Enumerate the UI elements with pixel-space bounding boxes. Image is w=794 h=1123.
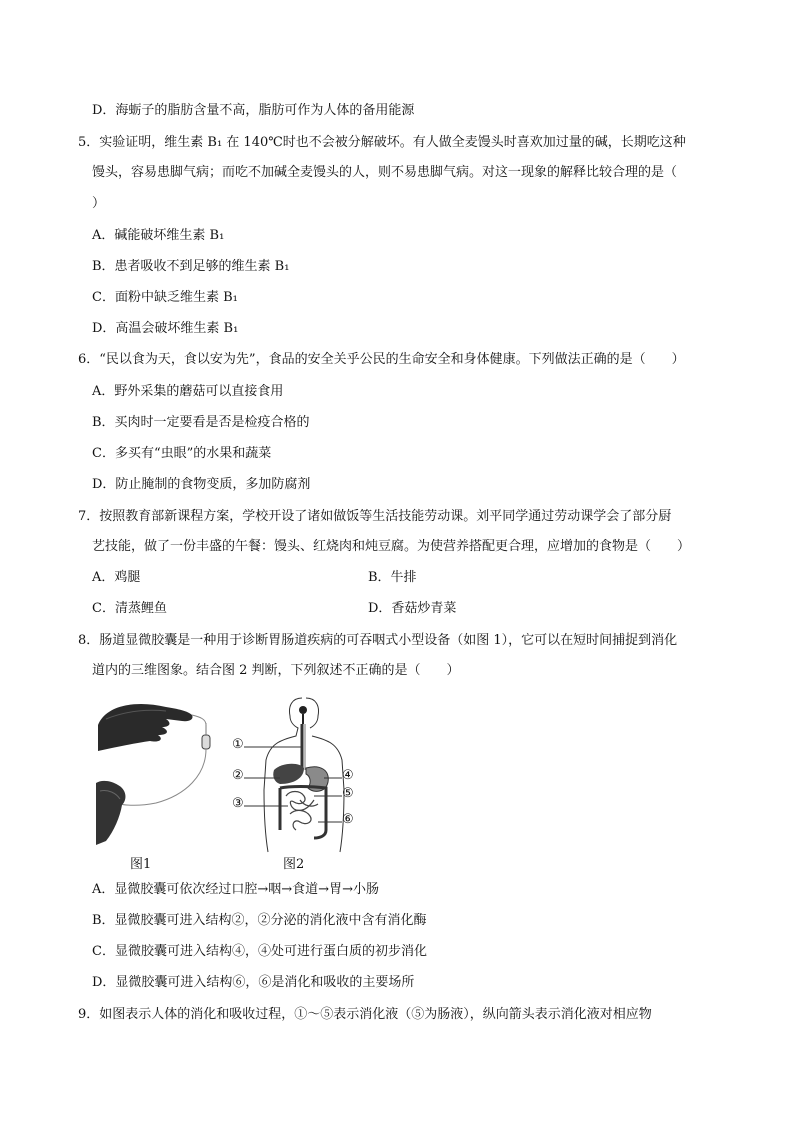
q8-option-c: C．显微胶囊可进入结构④，④处可进行蛋白质的初步消化 <box>92 944 427 959</box>
q8-option-a: A．显微胶囊可依次经过口腔→咽→食道→胃→小肠 <box>92 882 379 897</box>
label-2: ② <box>232 768 244 783</box>
label-5: ⑤ <box>342 786 354 801</box>
q8-option-b: B．显微胶囊可进入结构②，②分泌的消化液中含有消化酶 <box>92 913 427 928</box>
q5-option-c: C．面粉中缺乏维生素 B₁ <box>92 290 238 305</box>
q5-option-b: B．患者吸收不到足够的维生素 B₁ <box>92 259 290 274</box>
q7-option-c: C．清蒸鲤鱼 <box>92 601 167 616</box>
q5-stem-line1: 5．实验证明，维生素 B₁ 在 140℃时也不会被分解破坏。有人做全麦馒头时喜欢加过量的碱，长期吃这种 <box>78 135 686 150</box>
q7-option-b: B．牛排 <box>368 570 417 585</box>
q5-stem-line2: 馒头，容易患脚气病；而吃不加碱全麦馒头的人，则不易患脚气病。对这一现象的解释比较合理的是（ <box>92 165 678 180</box>
capsule-photo-figure <box>96 695 226 845</box>
label-3: ③ <box>232 796 244 811</box>
figure1-caption: 图1 <box>130 857 152 872</box>
digestive-system-diagram <box>230 690 360 855</box>
q5-option-a: A．碱能破坏维生素 B₁ <box>92 228 225 243</box>
q6-option-d: D．防止腌制的食物变质，多加防腐剂 <box>92 477 311 492</box>
q7-stem-line1: 7．按照教育部新课程方案，学校开设了诸如做饭等生活技能劳动课。刘平同学通过劳动课学会了部分厨 <box>78 509 672 524</box>
q7-stem-line2: 艺技能，做了一份丰盛的午餐：馒头、红烧肉和炖豆腐。为使营养搭配更合理，应增加的食物是（ ） <box>92 539 691 554</box>
q5-option-d: D．高温会破坏维生素 B₁ <box>92 321 239 336</box>
q4-option-d: D．海蛎子的脂肪含量不高，脂肪可作为人体的备用能源 <box>92 103 415 118</box>
label-1: ① <box>232 737 244 752</box>
q6-option-a: A．野外采集的蘑菇可以直接食用 <box>92 384 284 399</box>
label-4: ④ <box>342 768 354 783</box>
q7-option-a: A．鸡腿 <box>92 570 141 585</box>
q6-option-b: B．买肉时一定要看是否是检疫合格的 <box>92 415 310 430</box>
q6-stem: 6．“民以食为天，食以安为先”，食品的安全关乎公民的生命安全和身体健康。下列做法正确的是（ ） <box>78 352 685 367</box>
q6-option-c: C．多买有“虫眼”的水果和蔬菜 <box>92 446 272 461</box>
q5-stem-line3: ） <box>92 196 106 211</box>
q8-option-d: D．显微胶囊可进入结构⑥，⑥是消化和吸收的主要场所 <box>92 975 415 990</box>
figure2-caption: 图2 <box>283 857 305 872</box>
q8-stem-line2: 道内的三维图象。结合图 2 判断，下列叙述不正确的是（ ） <box>92 663 460 678</box>
q7-option-d: D．香菇炒青菜 <box>368 601 457 616</box>
q8-stem-line1: 8．肠道显微胶囊是一种用于诊断胃肠道疾病的可吞咽式小型设备（如图 1），它可以在短时间捕捉到消化 <box>78 633 678 648</box>
q9-stem-line1: 9．如图表示人体的消化和吸收过程，①～⑤表示消化液（⑤为肠液），纵向箭头表示消化液对相应物 <box>78 1007 652 1022</box>
label-6: ⑥ <box>342 812 354 827</box>
